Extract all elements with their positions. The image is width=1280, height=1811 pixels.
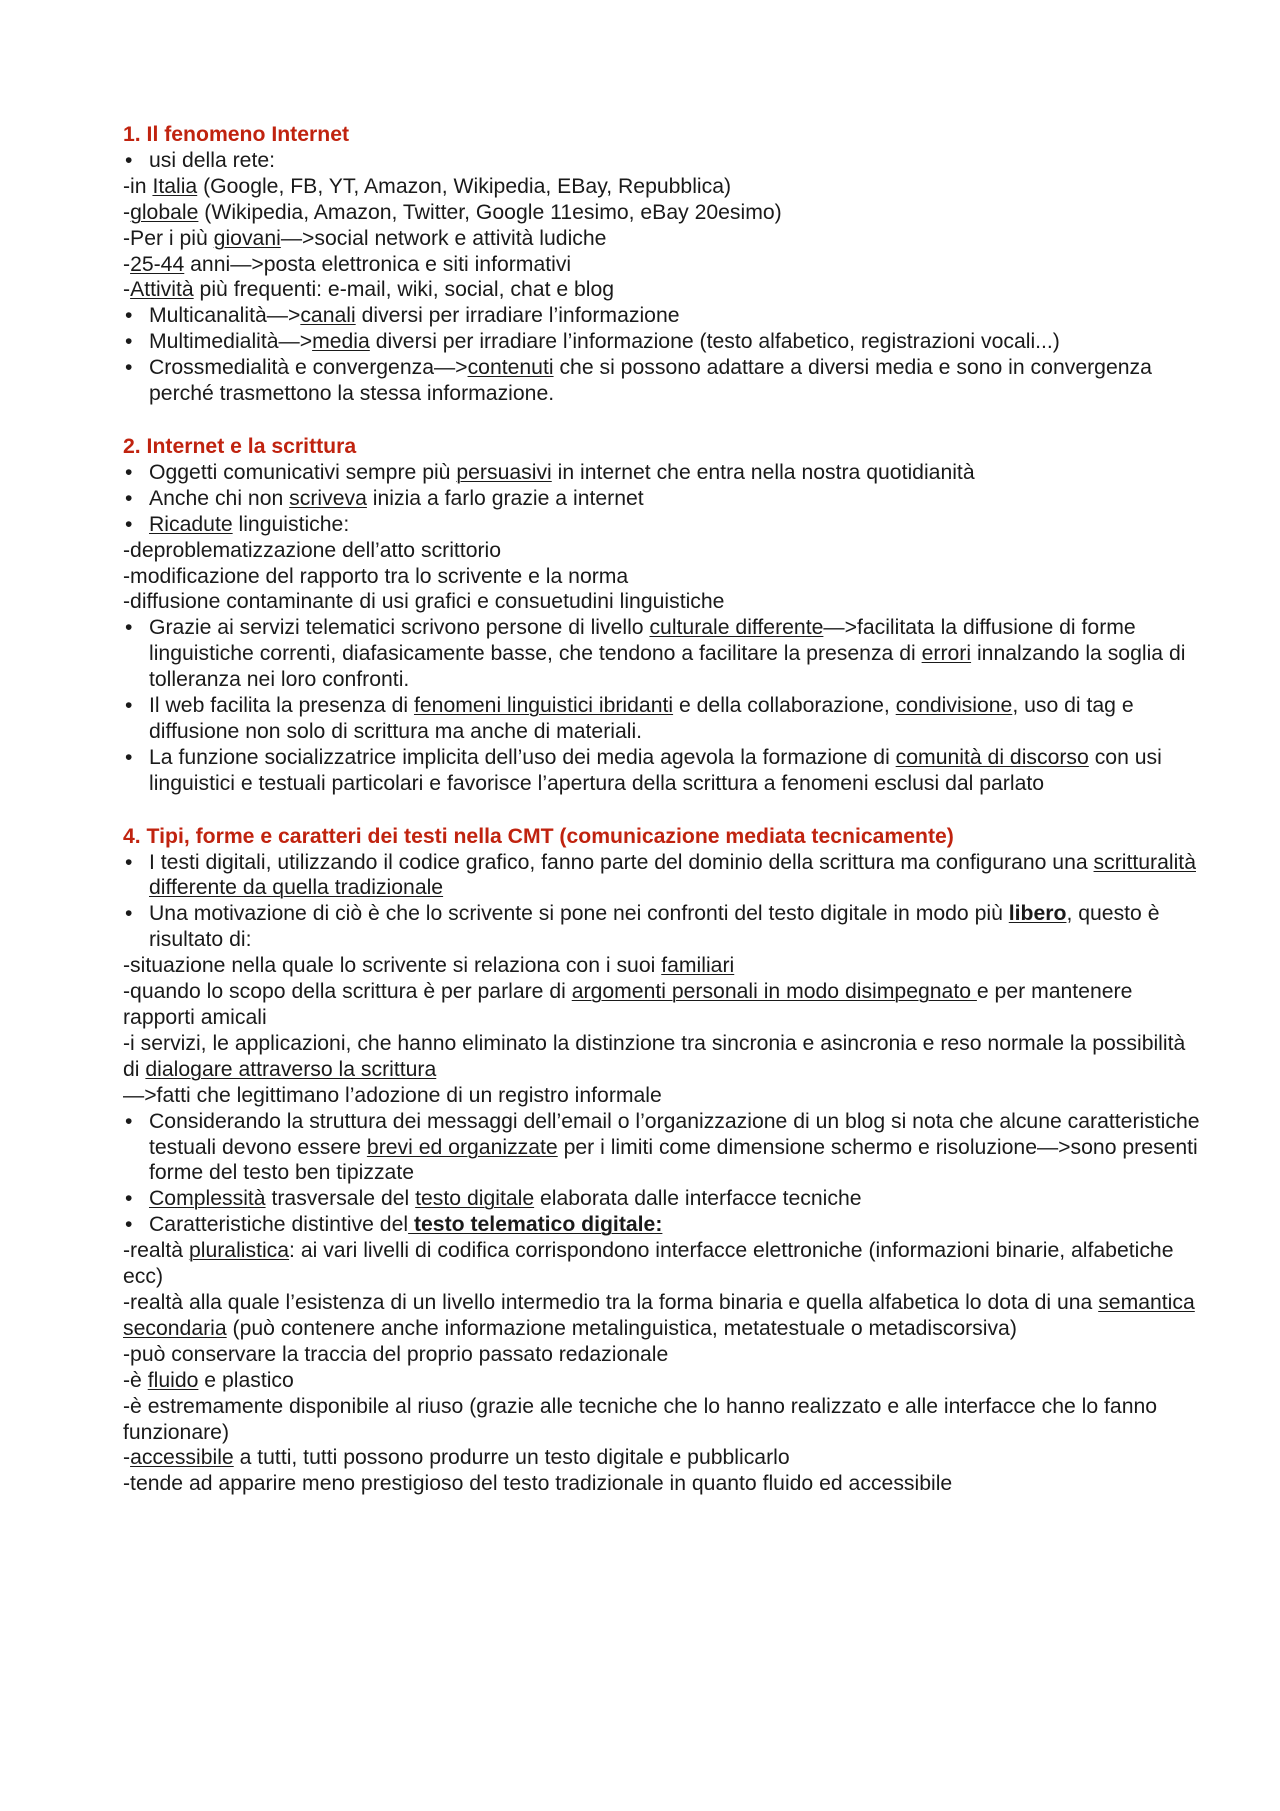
s4-bullet-complessita: • Complessità trasversale del testo digitale elaborata dalle interfacce tecniche [123, 1186, 1200, 1212]
s2-bullet-socializzatrice: • La funzione socializzatrice implicita dell’uso dei media agevola la formazione di comunità di discorso con usi linguistici e testuali particolari e favorisce l’apertura della scrittura a fenomeni esclusi dal parlato [123, 745, 1200, 797]
s2-bullet-ricadute: • Ricadute linguistiche: [123, 512, 1200, 538]
section-2-title: 2. Internet e la scrittura [123, 434, 357, 458]
s1-bullet-usi: • usi della rete: [123, 148, 1200, 174]
s2-line-modificazione: -modificazione del rapporto tra lo scrivente e la norma [123, 564, 629, 588]
s1-line-giovani: -Per i più giovani—>social network e attività ludiche [123, 226, 607, 250]
s2-bullet-servizi-telematici: • Grazie ai servizi telematici scrivono persone di livello culturale differente—>facilitata la diffusione di forme linguistiche correnti, diafasicamente basse, che tendono a facilitare la presenza di errori innalzando la soglia di tolleranza nei loro confronti. [123, 615, 1200, 693]
s2-line-diffusione: -diffusione contaminante di usi grafici e consuetudini linguistiche [123, 590, 725, 614]
s4-line-registro: —>fatti che legittimano l’adozione di un registro informale [123, 1083, 662, 1107]
s4-line-semantica: -realtà alla quale l’esistenza di un livello intermedio tra la forma binaria e quella alfabetica lo dota di una semantica secondaria (può contenere anche informazione metalinguistica, metatestuale o metadiscorsiva) [123, 1290, 1195, 1340]
s4-line-familiari: -situazione nella quale lo scrivente si relaziona con i suoi familiari [123, 954, 735, 978]
s4-line-riuso: -è estremamente disponibile al riuso (grazie alle tecniche che lo hanno realizzato e alle interfacce che lo fanno funzionare) [123, 1394, 1158, 1444]
section-1-title: 1. Il fenomeno Internet [123, 123, 350, 146]
section-spacer [123, 797, 1200, 824]
s4-bullet-testi-digitali: • I testi digitali, utilizzando il codice grafico, fanno parte del dominio della scrittura ma configurano una scritturalità differente da quella tradizionale [123, 850, 1200, 902]
s4-line-servizi: -i servizi, le applicazioni, che hanno eliminato la distinzione tra sincronia e asincronia e reso normale la possibilità di dialogare attraverso la scrittura [123, 1031, 1186, 1081]
s2-bullet-web: • Il web facilita la presenza di fenomeni linguistici ibridanti e della collaborazione, condivisione, uso di tag e diffusione non solo di scrittura ma anche di materiali. [123, 693, 1200, 745]
s2-bullet-scriveva: • Anche chi non scriveva inizia a farlo grazie a internet [123, 486, 1200, 512]
s1-line-25-44: -25-44 anni—>posta elettronica e siti informativi [123, 252, 572, 276]
section-4-title: 4. Tipi, forme e caratteri dei testi nella CMT (comunicazione mediata tecnicamente) [123, 824, 954, 848]
s4-line-argomenti: -quando lo scopo della scrittura è per parlare di argomenti personali in modo disimpegnato e per mantenere rapporti amicali [123, 980, 1133, 1029]
s1-line-attivita: -Attività più frequenti: e-mail, wiki, social, chat e blog [123, 278, 615, 302]
s1-bullet-multimedialita: • Multimedialità—>media diversi per irradiare l’informazione (testo alfabetico, registrazioni vocali...) [123, 329, 1200, 355]
s2-bullet-persuasivi: • Oggetti comunicativi sempre più persuasivi in internet che entra nella nostra quotidianità [123, 460, 1200, 486]
section-spacer [123, 407, 1200, 434]
s4-bullet-struttura: • Considerando la struttura dei messaggi dell’email o l’organizzazione di un blog si nota che alcune caratteristiche testuali devono essere brevi ed organizzate per i limiti come dimensione schermo e risoluzione—>sono presenti forme del testo ben tipizzate [123, 1109, 1200, 1187]
s2-line-deproblematizzazione: -deproblematizzazione dell’atto scrittorio [123, 538, 502, 562]
s4-line-accessibile: -accessibile a tutti, tutti possono produrre un testo digitale e pubblicarlo [123, 1446, 790, 1470]
s4-line-traccia: -può conservare la traccia del proprio passato redazionale [123, 1342, 669, 1366]
s1-line-italia: -in Italia (Google, FB, YT, Amazon, Wikipedia, EBay, Repubblica) [123, 174, 732, 198]
s4-line-pluralistica: -realtà pluralistica: ai vari livelli di codifica corrispondono interfacce elettroniche (informazioni binarie, alfabetiche ecc) [123, 1239, 1174, 1289]
s4-line-fluido: -è fluido e plastico [123, 1368, 294, 1392]
s1-bullet-multicanalita: • Multicanalità—>canali diversi per irradiare l’informazione [123, 303, 1200, 329]
s1-line-globale: -globale (Wikipedia, Amazon, Twitter, Google 11esimo, eBay 20esimo) [123, 200, 782, 224]
s4-bullet-motivazione: • Una motivazione di ciò è che lo scrivente si pone nei confronti del testo digitale in modo più libero, questo è risultato di: [123, 901, 1200, 953]
s4-bullet-caratteristiche: • Caratteristiche distintive del testo telematico digitale: [123, 1212, 1200, 1238]
s4-line-prestigioso: -tende ad apparire meno prestigioso del testo tradizionale in quanto fluido ed accessibile [123, 1472, 953, 1496]
s1-bullet-crossmedialita: • Crossmedialità e convergenza—>contenuti che si possono adattare a diversi media e sono in convergenza perché trasmettono la stessa informazione. [123, 355, 1200, 407]
